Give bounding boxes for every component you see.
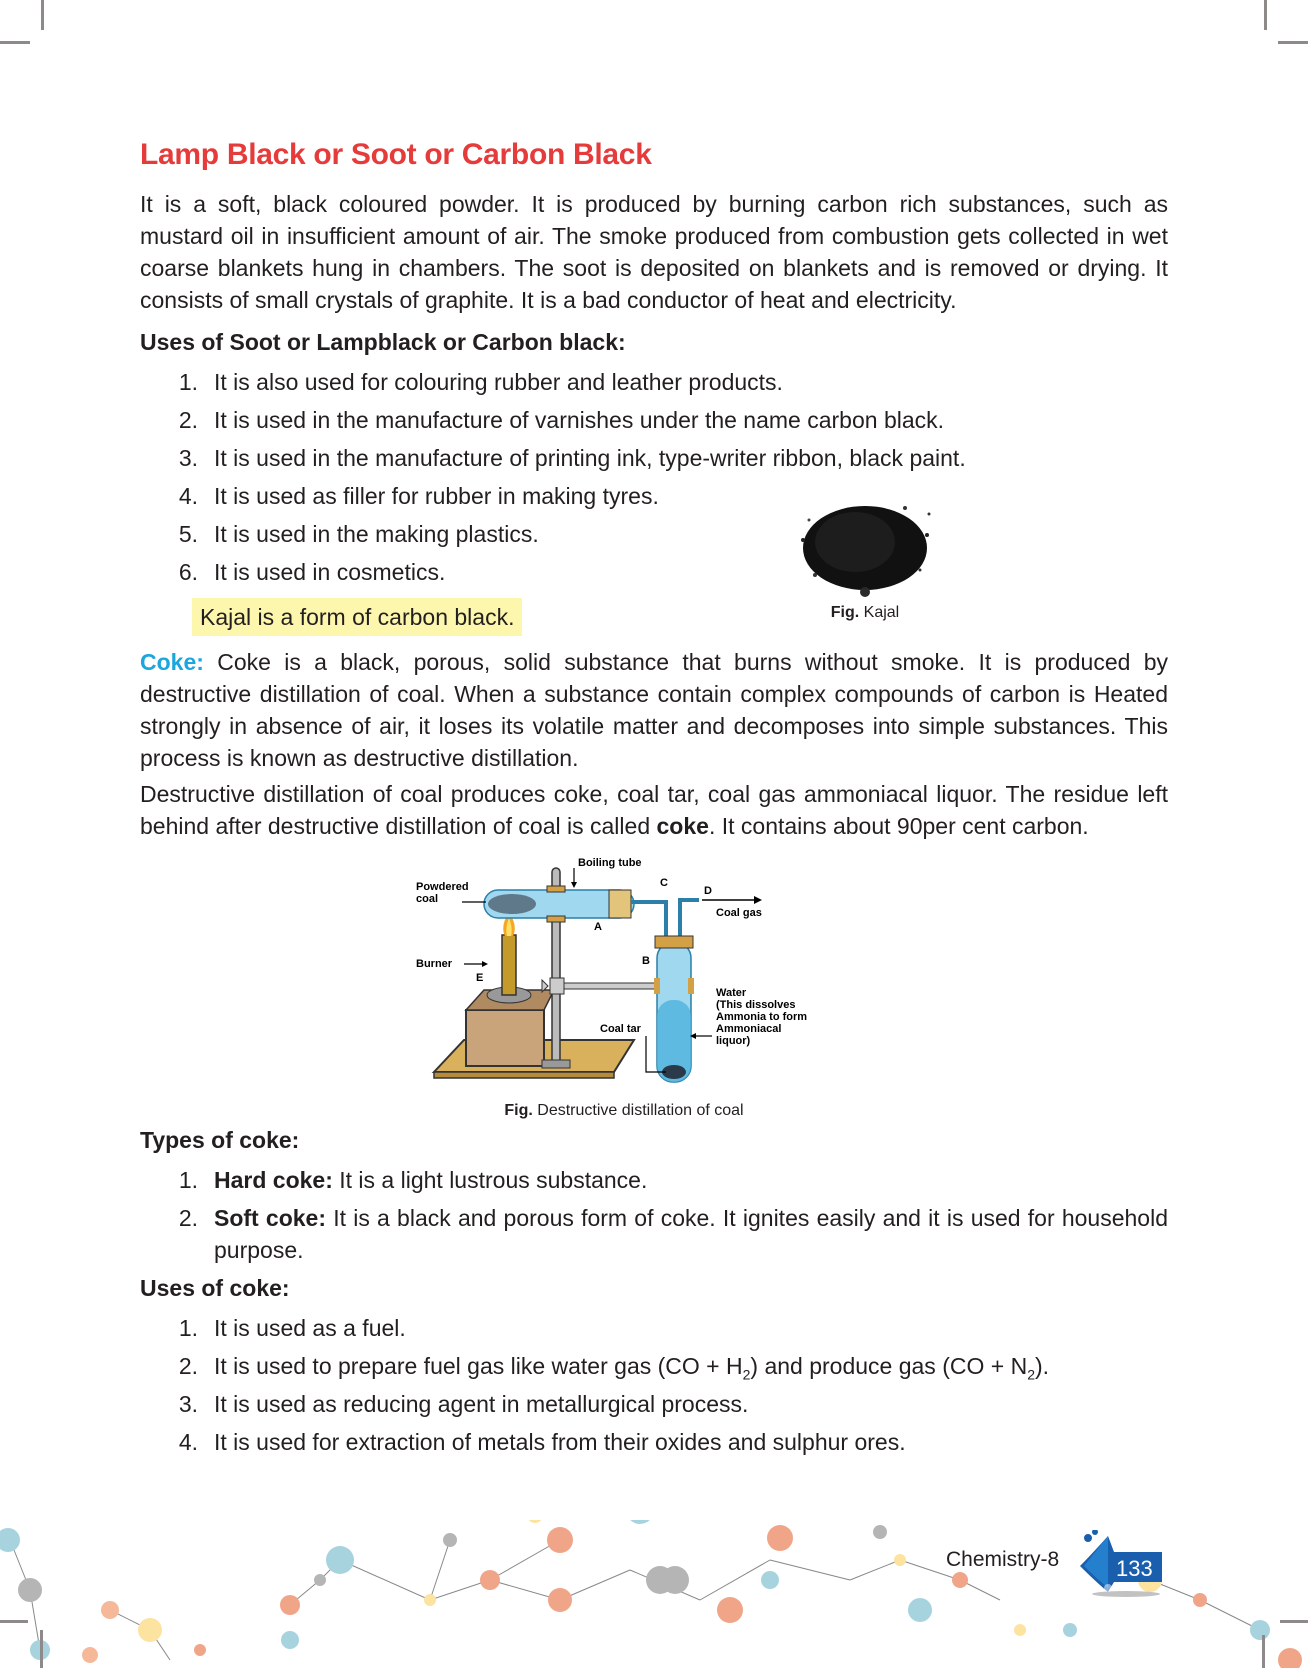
svg-text:D: D xyxy=(704,885,712,897)
svg-text:B: B xyxy=(642,955,650,967)
svg-text:E: E xyxy=(476,972,484,984)
crop-mark-top-right-h xyxy=(1278,41,1308,44)
svg-text:Coal gas: Coal gas xyxy=(716,907,762,919)
svg-text:Ammoniacal: Ammoniacal xyxy=(716,1023,782,1035)
soot-uses-list xyxy=(140,366,1168,588)
list-item: 2. Soft coke: It is a black and porous form of coke. It ignites easily and it is used for household purpose. xyxy=(178,1205,1169,1263)
list-item: 5. It is used in the making plastics. xyxy=(178,521,539,547)
kajal-powder-image xyxy=(795,480,935,600)
svg-text:Boiling tube: Boiling tube xyxy=(578,857,642,869)
page-number: 133 xyxy=(1116,1556,1153,1581)
list-item: 3. It is used in the manufacture of printing ink, type-writer ribbon, black paint. xyxy=(178,445,966,471)
soot-uses-heading: Uses of Soot or Lampblack or Carbon black: xyxy=(140,329,626,355)
svg-text:Burner: Burner xyxy=(416,958,453,970)
page-number-badge xyxy=(1078,1530,1168,1598)
list-item: 1. Hard coke: It is a light lustrous substance. xyxy=(178,1167,648,1193)
uses-of-coke-list xyxy=(140,1312,1168,1458)
section-title: Lamp Black or Soot or Carbon Black xyxy=(140,138,652,171)
destructive-distillation-paragraph: Destructive distillation of coal produces coke, coal tar, coal gas ammoniacal liquor. The residue left behind after destructive distillation of coal is called coke. It contains about 90per cent carbon. xyxy=(140,781,1168,839)
kajal-figure xyxy=(790,480,940,622)
coke-paragraph: Coke: Coke is a black, porous, solid substance that burns without smoke. It is produced by destructive distillation of coal. When a substance contain complex compounds of carbon is Heated strongly in absence of air, it loses its volatile matter and decomposes into simple substances. This process is known as destructive distillation. xyxy=(140,649,1168,771)
kajal-note-highlight: Kajal is a form of carbon black. xyxy=(192,598,522,636)
uses-of-coke-heading: Uses of coke: xyxy=(140,1275,290,1301)
crop-mark-top-right-v xyxy=(1264,0,1267,30)
destructive-distillation-diagram xyxy=(414,850,834,1090)
svg-text:Ammonia to form: Ammonia to form xyxy=(716,1011,808,1023)
list-item: 2. It is used in the manufacture of varnishes under the name carbon black. xyxy=(178,407,945,433)
list-item: 4. It is used for extraction of metals from their oxides and sulphur ores. xyxy=(178,1429,906,1455)
intro-paragraph: It is a soft, black coloured powder. It is produced by burning carbon rich substances, such as mustard oil in insufficient amount of air. The smoke produced from combustion gets collected in wet coarse blankets hung in chambers. The soot is deposited on blankets and is removed or drying. It consists of small crystals of graphite. It is a bad conductor of heat and electricity. xyxy=(140,191,1168,313)
list-item: 3. It is used as reducing agent in metallurgical process. xyxy=(178,1391,749,1417)
coke-label: Coke: xyxy=(140,649,204,675)
crop-mark-top-left-v xyxy=(41,0,44,30)
svg-text:coal: coal xyxy=(416,893,439,905)
svg-text:Coal tar: Coal tar xyxy=(600,1023,641,1035)
book-title: Chemistry-8 xyxy=(946,1548,1060,1571)
kajal-caption: Fig. Kajal xyxy=(830,604,900,621)
list-item: 4. It is used as filler for rubber in making tyres. xyxy=(178,483,659,509)
svg-text:(This dissolves: (This dissolves xyxy=(716,999,796,1011)
page-content xyxy=(140,130,1168,1464)
types-of-coke-list xyxy=(140,1164,1168,1266)
list-item: 6. It is used in cosmetics. xyxy=(178,559,446,585)
svg-text:liquor): liquor) xyxy=(716,1035,751,1047)
crop-mark-top-left-h xyxy=(0,41,30,44)
distillation-caption: Fig. Destructive distillation of coal xyxy=(504,1102,744,1119)
list-item: 2. It is used to prepare fuel gas like water gas $(CO + H_2)$ and produce gas $(CO + N_2)$. xyxy=(178,1353,1050,1383)
types-of-coke-heading: Types of coke: xyxy=(140,1127,300,1153)
svg-text:Powdered: Powdered xyxy=(416,881,469,893)
list-item: 1. It is used as a fuel. xyxy=(178,1315,406,1341)
svg-text:C: C xyxy=(660,877,668,889)
svg-text:A: A xyxy=(594,921,602,933)
svg-text:Water: Water xyxy=(716,987,747,999)
list-item: 1. It is also used for colouring rubber and leather products. xyxy=(178,369,783,395)
